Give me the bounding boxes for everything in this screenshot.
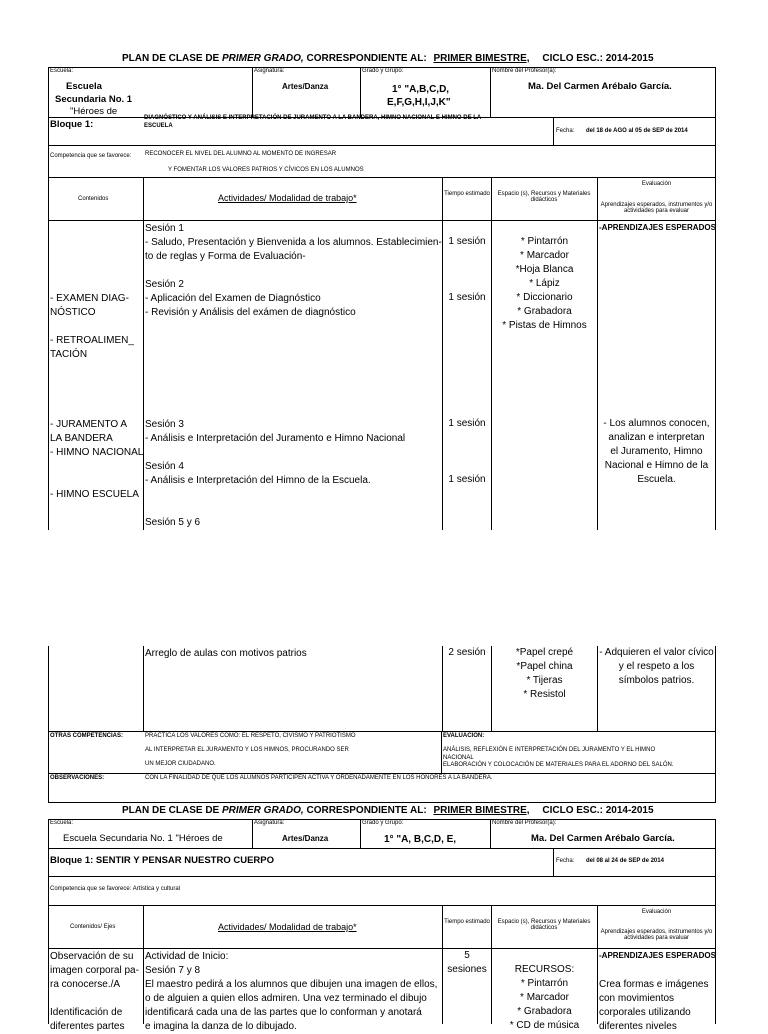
p3-asignatura-label: Asignatura:: [254, 820, 285, 826]
title-prefix: PLAN DE CLASE DE: [122, 53, 220, 64]
p3-actividad-3: El maestro pedirá a los alumnos que dibujen una imagen de ellos,: [145, 979, 438, 990]
actividad-line-11: Sesión 5 y 6: [145, 517, 201, 528]
recurso-6: * Grabadora: [517, 306, 572, 317]
actividad-line-2: - Saludo, Presentación y Bienvenida a los alumnos. Establecimien-: [145, 237, 442, 248]
p2-evaluacion-3: símbolos patrios.: [618, 675, 695, 686]
tiempo-header: Tiempo estimado: [444, 191, 490, 197]
contenido-1b: NÓSTICO: [50, 307, 96, 318]
fecha-label: Fecha:: [556, 128, 575, 134]
otras-line-2: AL INTERPRETAR EL JURAMENTO Y LOS HIMNOS, PROCURANDO SER: [145, 747, 349, 753]
evaluacion-line-3: el Juramento, Himno: [610, 446, 703, 457]
actividad-line-5: - Aplicación del Examen de Diagnóstico: [145, 293, 321, 304]
p3-actividad-4: o de alguien a quien ellos admiren. Una vez terminado el dibujo: [145, 993, 427, 1004]
title-period: PRIMER BIMESTRE,: [433, 805, 530, 816]
actividad-line-4: Sesión 2: [145, 279, 184, 290]
title-cycle: CICLO ESC.: 2014-2015: [542, 53, 654, 64]
p2-recurso-2: *Papel china: [516, 661, 573, 672]
p3-escuela-label: Escuela:: [50, 820, 74, 826]
p3-bloque-desc: SENTIR Y PENSAR NUESTRO CUERPO: [95, 855, 274, 866]
actividad-line-8: - Análisis e Interpretación del Juramento e Himno Nacional: [145, 433, 406, 444]
p2-tiempo: 2 sesión: [448, 647, 486, 658]
p2-recurso-4: * Resistol: [523, 689, 566, 700]
tiempo-2: 1 sesión: [448, 292, 486, 303]
p3-contenido-2: imagen corporal pa-: [50, 965, 139, 976]
actividad-line-7: Sesión 3: [145, 419, 184, 430]
evaluacion-head: -APRENDIZAJES ESPERADOS: [599, 223, 716, 232]
p2-recurso-3: * Tijeras: [526, 675, 563, 686]
p2-evaluacion-otros-2: NACIONAL: [443, 755, 474, 761]
p3-fecha-label: Fecha:: [556, 858, 575, 864]
p3-evaluacion-4: diferentes niveles: [599, 1021, 677, 1032]
p3-evaluacion-2: con movimientos: [599, 993, 675, 1004]
competencia-label: Competencia que se favorece:: [50, 153, 132, 159]
p2-evaluacion-2: y el respeto a los: [618, 661, 695, 672]
p3-actividades-header: Actividades/ Modalidad de trabajo*: [218, 922, 357, 932]
p3-contenido-5: Identificación de: [50, 1007, 123, 1018]
p3-evaluacion-1: Crea formas e imágenes: [599, 979, 709, 990]
competencia-line-2: Y FOMENTAR LOS VALORES PATRIOS Y CÍVICOS EN LOS ALUMNOS: [168, 167, 364, 173]
p3-profesor-label: Nombre del Profesor(a):: [492, 820, 557, 826]
p3-recurso-2: * Pintarrón: [520, 978, 569, 989]
p3-competencia: Competencia que se favorece: Artística y cultural: [50, 886, 181, 892]
recurso-2: * Marcador: [520, 250, 569, 261]
p3-evaluacion-3: corporales utilizando: [599, 1007, 691, 1018]
title-period: PRIMER BIMESTRE,: [433, 53, 530, 64]
tiempo-1: 1 sesión: [448, 236, 486, 247]
recurso-3: *Hoja Blanca: [515, 264, 574, 275]
contenido-1a: - EXAMEN DIAG-: [50, 293, 129, 304]
p3-bloque: [50, 856, 274, 867]
competencia-line-1: RECONOCER EL NIVEL DEL ALUMNO AL MOMENTO DE INGRESAR: [145, 151, 337, 157]
title-correspond: CORRESPONDIENTE AL:: [306, 805, 427, 816]
grado-line-2: E,F,G,H,I,J,K": [387, 97, 451, 108]
title-grade: PRIMER GRADO,: [222, 805, 304, 816]
escuela-line-3: "Héroes de: [70, 106, 118, 117]
p3-escuela-value: Escuela Secundaria No. 1 "Héroes de: [63, 833, 223, 844]
asignatura-value: Artes/Danza: [282, 82, 329, 91]
actividades-header: Actividades/ Modalidad de trabajo*: [218, 193, 357, 203]
observaciones-label: OBSERVACIONES:: [50, 775, 105, 781]
p2-evaluacion-otros-1: ANÁLISIS, REFLEXIÓN E INTERPRETACIÓN DEL JURAMENTO Y EL HIMNO: [443, 747, 656, 753]
p3-recurso-3: * Marcador: [520, 992, 569, 1003]
evaluacion-line-1: - Los alumnos conocen,: [603, 418, 710, 429]
aprendizajes-header: Aprendizajes esperados, instrumentos y/o actividades para evaluar: [600, 202, 713, 214]
otras-line-1: PRACTICA LOS VALORES COMO: EL RESPETO, CIVISMO Y PATRIOTISMO: [145, 733, 356, 739]
evaluacion-line-4: Nacional e Himno de la: [604, 460, 709, 471]
p3-actividad-1: Actividad de Inicio:: [145, 951, 229, 962]
page-3-title: [122, 805, 654, 817]
p3-recurso-1: RECURSOS:: [514, 964, 575, 975]
grado-label: Grado y Grupo:: [362, 68, 404, 74]
p3-profesor-value: Ma. Del Carmen Arébalo García.: [531, 833, 675, 844]
p3-actividad-2: Sesión 7 y 8: [145, 965, 201, 976]
p2-evaluacion-1: - Adquieren el valor cívico: [599, 647, 714, 658]
p3-tiempo-2: sesiones: [447, 964, 487, 975]
p3-fecha-value: del 08 al 24 de SEP de 2014: [586, 858, 664, 864]
page-1-title: [122, 53, 654, 65]
p3-grado-value: 1° "A, B,C,D, E,: [384, 834, 457, 845]
recurso-5: * Diccionario: [516, 292, 573, 303]
profesor-label: Nombre del Profesor(a):: [492, 68, 557, 74]
recurso-1: * Pintarrón: [520, 236, 569, 247]
contenido-3b: LA BANDERA: [50, 433, 113, 444]
contenidos-header: Contenidos: [78, 196, 109, 202]
title-prefix: PLAN DE CLASE DE: [122, 805, 220, 816]
p3-contenido-6: diferentes partes: [50, 1021, 125, 1032]
actividad-line-10: - Análisis e Interpretación del Himno de la Escuela.: [145, 475, 371, 486]
p2-recurso-1: *Papel crepé: [515, 647, 574, 658]
bloque-desc: DIAGNÓSTICO Y ANÁLISIS E INTERPRETACIÓN DE JURAMENTO A LA BANDERA, HIMNO NACIONAL E HIMNO DE LA ESCUELA: [144, 115, 482, 129]
p3-tiempo-header: Tiempo estimado: [444, 919, 490, 925]
otras-competencias-label: OTRAS COMPETENCIAS:: [50, 733, 124, 739]
p3-recurso-5: * CD de música: [509, 1020, 580, 1031]
recurso-4: * Lápiz: [529, 278, 560, 289]
bloque-label: Bloque 1:: [50, 119, 94, 130]
contenido-2b: TACIÓN: [50, 349, 88, 360]
otras-line-3: UN MEJOR CIUDADANO.: [145, 761, 216, 767]
escuela-line-2: Secundaria No. 1: [55, 94, 133, 105]
actividad-line-1: Sesión 1: [145, 223, 184, 234]
evaluacion-line-5: Escuela.: [637, 474, 676, 485]
profesor-value: Ma. Del Carmen Arébalo García.: [528, 81, 672, 92]
p3-contenido-1: Observación de su: [50, 951, 134, 962]
p3-evaluacion-header: Evaluación: [641, 909, 672, 915]
p3-evaluacion-head: -APRENDIZAJES ESPERADOS: [599, 951, 716, 960]
p3-bloque-label: Bloque 1:: [50, 855, 94, 866]
p3-actividad-5: identificará cada una de las partes que lo conforman y anotará: [145, 1007, 422, 1018]
title-cycle: CICLO ESC.: 2014-2015: [542, 805, 654, 816]
p3-contenido-3: ra conocerse./A: [50, 979, 121, 990]
actividad-line-3: to de reglas y Forma de Evaluación-: [145, 251, 306, 262]
contenido-4: - HIMNO NACIONAL: [50, 447, 143, 458]
espacio-header: Espacio (s), Recursos y Materiales didácticos: [497, 191, 591, 203]
p3-espacio-header: Espacio (s), Recursos y Materiales didácticos: [497, 919, 591, 931]
p3-actividad-6: e imagina la danza de lo dibujado.: [145, 1021, 297, 1032]
observaciones-value: CON LA FINALIDAD DE QUE LOS ALUMNOS PARTICIPEN ACTIVA Y ORDENADAMENTE EN LOS HONORES A LA BANDERA.: [145, 775, 493, 781]
title-grade: PRIMER GRADO,: [222, 53, 304, 64]
p3-contenidos-header: Contenidos/ Ejes: [70, 924, 116, 930]
escuela-line-1: Escuela: [66, 81, 102, 92]
contenido-5: - HIMNO ESCUELA: [50, 489, 139, 500]
recurso-7: * Pistas de Himnos: [502, 320, 587, 331]
tiempo-4: 1 sesión: [448, 474, 486, 485]
actividad-line-6: - Revisión y Análisis del exámen de diagnóstico: [145, 307, 356, 318]
asignatura-label: Asignatura:: [254, 68, 285, 74]
p3-aprendizajes-header: Aprendizajes esperados, instrumentos y/o actividades para evaluar: [600, 929, 713, 941]
contenido-3a: - JURAMENTO A: [50, 419, 128, 430]
p2-evaluacion-otros-3: ELABORACIÓN Y COLOCACIÓN DE MATERIALES PARA EL ADORNO DEL SALÓN.: [443, 762, 674, 768]
evaluacion-header: Evaluación: [641, 181, 672, 187]
tiempo-3: 1 sesión: [448, 418, 486, 429]
p3-asignatura-value: Artes/Danza: [282, 834, 329, 843]
p2-evaluacion-label: EVALUACIÓN:: [443, 733, 485, 739]
actividad-line-9: Sesión 4: [145, 461, 184, 472]
p3-grado-label: Grado y Grupo:: [362, 820, 404, 826]
p2-actividad: Arreglo de aulas con motivos patrios: [145, 648, 307, 659]
contenido-2a: - RETROALIMEN_: [50, 335, 134, 346]
title-correspond: CORRESPONDIENTE AL:: [306, 53, 427, 64]
fecha-value: del 18 de AGO al 05 de SEP de 2014: [586, 128, 688, 134]
evaluacion-line-2: analizan e interpretan: [608, 432, 705, 443]
grado-line-1: 1° "A,B,C,D,: [392, 84, 450, 95]
p3-tiempo-1: 5: [464, 950, 470, 961]
p3-recurso-4: * Grabadora: [517, 1006, 572, 1017]
escuela-label: Escuela:: [50, 68, 74, 74]
